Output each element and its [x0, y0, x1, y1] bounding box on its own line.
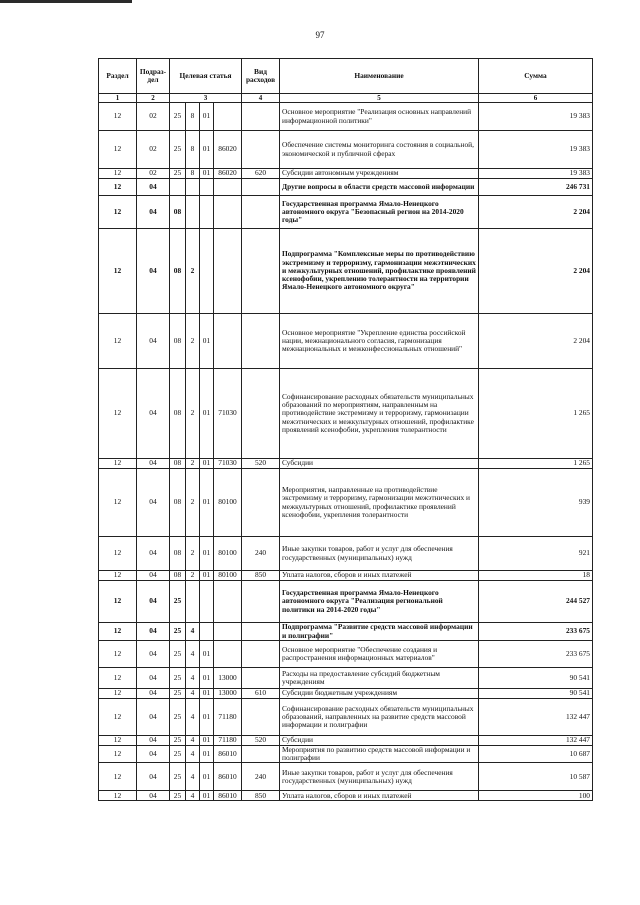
cell-name: Уплата налогов, сборов и иных платежей [280, 571, 479, 581]
cell-v [242, 746, 280, 763]
cell-p: 04 [137, 537, 170, 571]
cell-v: 240 [242, 763, 280, 791]
header-name: Наименование [280, 59, 479, 94]
cell-sum: 90 541 [479, 689, 593, 699]
cell-sum: 19 383 [479, 169, 593, 179]
cell-name: Иные закупки товаров, работ и услуг для обеспечения государственных (муниципальных) нужд [280, 763, 479, 791]
cell-b [186, 196, 200, 229]
cell-name: Софинансирование расходных обязательств муниципальных образований, направленных на развитие средств массовой информации и полиграфии [280, 699, 479, 736]
cell-v: 620 [242, 169, 280, 179]
cell-v: 520 [242, 459, 280, 469]
column-number: 3 [170, 94, 242, 103]
cell-p: 04 [137, 459, 170, 469]
cell-a: 25 [170, 623, 186, 641]
cell-name: Государственная программа Ямало-Ненецкого автономного округа "Безопасный регион на 2014-2020 годы" [280, 196, 479, 229]
cell-c: 01 [200, 537, 214, 571]
cell-p: 02 [137, 131, 170, 169]
cell-sum: 10 687 [479, 746, 593, 763]
column-number: 4 [242, 94, 280, 103]
cell-p: 02 [137, 169, 170, 179]
cell-c: 01 [200, 369, 214, 459]
cell-a: 08 [170, 571, 186, 581]
cell-p: 04 [137, 229, 170, 314]
cell-v: 850 [242, 791, 280, 801]
cell-d: 13000 [214, 668, 242, 689]
cell-sum: 132 447 [479, 736, 593, 746]
table-row [99, 736, 593, 746]
cell-b: 2 [186, 314, 200, 369]
cell-p: 04 [137, 179, 170, 196]
table-row [99, 459, 593, 469]
cell-b [186, 179, 200, 196]
cell-name: Основное мероприятие "Реализация основных направлений информационной политики" [280, 103, 479, 131]
cell-r: 12 [99, 196, 137, 229]
cell-d: 13000 [214, 689, 242, 699]
cell-v [242, 668, 280, 689]
table-row [99, 314, 593, 369]
cell-v: 240 [242, 537, 280, 571]
table-row [99, 537, 593, 571]
cell-sum: 921 [479, 537, 593, 571]
column-number: 5 [280, 94, 479, 103]
cell-name: Расходы на предоставление субсидий бюджетным учреждениям [280, 668, 479, 689]
cell-b: 4 [186, 641, 200, 668]
cell-r: 12 [99, 179, 137, 196]
cell-r: 12 [99, 229, 137, 314]
cell-d [214, 229, 242, 314]
cell-sum: 246 731 [479, 179, 593, 196]
cell-sum: 132 447 [479, 699, 593, 736]
table-row [99, 103, 593, 131]
cell-sum: 233 675 [479, 623, 593, 641]
cell-b: 4 [186, 736, 200, 746]
cell-r: 12 [99, 469, 137, 537]
cell-p: 04 [137, 623, 170, 641]
column-number: 1 [99, 94, 137, 103]
cell-v: 610 [242, 689, 280, 699]
cell-a: 25 [170, 641, 186, 668]
table-row [99, 229, 593, 314]
cell-v [242, 623, 280, 641]
header-expense-type: Вид расходов [242, 59, 280, 94]
cell-sum: 2 204 [479, 196, 593, 229]
table-row [99, 169, 593, 179]
cell-v [242, 229, 280, 314]
cell-d: 80100 [214, 571, 242, 581]
cell-d: 71030 [214, 459, 242, 469]
cell-r: 12 [99, 699, 137, 736]
cell-r: 12 [99, 459, 137, 469]
cell-p: 04 [137, 469, 170, 537]
table-row [99, 623, 593, 641]
cell-name: Мероприятия по развитию средств массовой информации и полиграфии [280, 746, 479, 763]
cell-c: 01 [200, 736, 214, 746]
cell-r: 12 [99, 668, 137, 689]
table-row [99, 369, 593, 459]
table-row [99, 689, 593, 699]
cell-b: 2 [186, 469, 200, 537]
cell-r: 12 [99, 103, 137, 131]
cell-b: 4 [186, 746, 200, 763]
cell-d: 71180 [214, 736, 242, 746]
cell-d: 71180 [214, 699, 242, 736]
cell-name: Субсидии [280, 459, 479, 469]
cell-name: Подпрограмма "Комплексные меры по противодействию экстремизму и терроризму, гармонизации межэтнических и межкультурных отношений, профилактике проявлений ксенофобии, укреплению толерантности на территории Ямало-Ненецкого автономного округа" [280, 229, 479, 314]
header-amount: Сумма [479, 59, 593, 94]
cell-a: 25 [170, 763, 186, 791]
cell-c: 01 [200, 746, 214, 763]
cell-name: Иные закупки товаров, работ и услуг для обеспечения государственных (муниципальных) нужд [280, 537, 479, 571]
cell-p: 02 [137, 103, 170, 131]
cell-r: 12 [99, 763, 137, 791]
cell-b: 4 [186, 668, 200, 689]
cell-name: Государственная программа Ямало-Ненецкого автономного округа "Реализация региональной политики на 2014-2020 годы" [280, 581, 479, 623]
table-row [99, 581, 593, 623]
cell-a: 25 [170, 131, 186, 169]
cell-p: 04 [137, 581, 170, 623]
table-row [99, 196, 593, 229]
cell-a: 08 [170, 459, 186, 469]
cell-name: Другие вопросы в области средств массовой информации [280, 179, 479, 196]
cell-c [200, 581, 214, 623]
cell-name: Субсидии автономным учреждениям [280, 169, 479, 179]
header-target-article: Целевая статья [170, 59, 242, 94]
cell-b: 4 [186, 689, 200, 699]
cell-a [170, 179, 186, 196]
cell-sum: 19 383 [479, 131, 593, 169]
cell-d [214, 641, 242, 668]
cell-d [214, 623, 242, 641]
cell-r: 12 [99, 641, 137, 668]
cell-c: 01 [200, 689, 214, 699]
cell-d [214, 314, 242, 369]
cell-r: 12 [99, 369, 137, 459]
cell-p: 04 [137, 571, 170, 581]
page-number: 97 [315, 30, 325, 40]
cell-d: 80100 [214, 537, 242, 571]
cell-name: Основное мероприятие "Обеспечение создания и распространения информационных материалов" [280, 641, 479, 668]
cell-p: 04 [137, 689, 170, 699]
cell-a: 08 [170, 196, 186, 229]
cell-v [242, 469, 280, 537]
cell-p: 04 [137, 668, 170, 689]
cell-a: 08 [170, 314, 186, 369]
cell-v [242, 699, 280, 736]
header-row [99, 59, 593, 94]
cell-r: 12 [99, 571, 137, 581]
cell-p: 04 [137, 763, 170, 791]
cell-c: 01 [200, 571, 214, 581]
table-row [99, 469, 593, 537]
cell-r: 12 [99, 169, 137, 179]
cell-d [214, 581, 242, 623]
table-row [99, 179, 593, 196]
cell-a: 25 [170, 581, 186, 623]
cell-name: Софинансирование расходных обязательств муниципальных образований по мероприятиям, направленным на противодействие экстремизму и терроризму, гармонизации межэтнических и межкультурных отношений, профилактике проявлений ксенофобии, укрепления толерантности [280, 369, 479, 459]
cell-sum: 1 265 [479, 459, 593, 469]
cell-b: 4 [186, 623, 200, 641]
header-subsection: Подраз-дел [137, 59, 170, 94]
cell-p: 04 [137, 699, 170, 736]
cell-b: 8 [186, 169, 200, 179]
cell-c: 01 [200, 459, 214, 469]
cell-sum: 2 204 [479, 314, 593, 369]
cell-c: 01 [200, 469, 214, 537]
cell-d [214, 103, 242, 131]
cell-d: 71030 [214, 369, 242, 459]
cell-c [200, 179, 214, 196]
table-row [99, 131, 593, 169]
cell-d [214, 179, 242, 196]
cell-c: 01 [200, 314, 214, 369]
table-row [99, 641, 593, 668]
cell-d: 86020 [214, 169, 242, 179]
cell-r: 12 [99, 689, 137, 699]
cell-p: 04 [137, 196, 170, 229]
cell-c: 01 [200, 103, 214, 131]
table-row [99, 668, 593, 689]
cell-sum: 2 204 [479, 229, 593, 314]
table-body [99, 94, 593, 801]
cell-a: 25 [170, 689, 186, 699]
cell-a: 25 [170, 791, 186, 801]
scan-edge-mark [0, 0, 132, 3]
cell-v: 520 [242, 736, 280, 746]
cell-sum: 100 [479, 791, 593, 801]
cell-a: 25 [170, 103, 186, 131]
cell-c: 01 [200, 641, 214, 668]
cell-b: 4 [186, 791, 200, 801]
cell-r: 12 [99, 736, 137, 746]
column-number: 6 [479, 94, 593, 103]
cell-r: 12 [99, 791, 137, 801]
cell-b: 2 [186, 369, 200, 459]
cell-b: 2 [186, 537, 200, 571]
budget-table [98, 58, 593, 801]
cell-v: 850 [242, 571, 280, 581]
cell-c: 01 [200, 791, 214, 801]
cell-name: Основное мероприятие "Укрепление единства российской нации, межнационального согласия, гармонизация межнациональных и межконфессиональных отношений" [280, 314, 479, 369]
cell-name: Мероприятия, направленные на противодействие экстремизму и терроризму, гармонизации межэтнических и межкультурных отношений, профилактике проявлений ксенофобии, укрепления толерантности [280, 469, 479, 537]
cell-r: 12 [99, 623, 137, 641]
cell-a: 08 [170, 537, 186, 571]
table-row [99, 746, 593, 763]
cell-name: Подпрограмма "Развитие средств массовой информации и полиграфии" [280, 623, 479, 641]
cell-name: Субсидии бюджетным учреждениям [280, 689, 479, 699]
cell-v [242, 581, 280, 623]
cell-d: 86020 [214, 131, 242, 169]
cell-sum: 939 [479, 469, 593, 537]
table-row [99, 791, 593, 801]
cell-d [214, 196, 242, 229]
cell-a: 08 [170, 369, 186, 459]
cell-a: 25 [170, 699, 186, 736]
cell-c: 01 [200, 699, 214, 736]
cell-p: 04 [137, 736, 170, 746]
cell-sum: 1 265 [479, 369, 593, 459]
cell-sum: 19 383 [479, 103, 593, 131]
cell-v [242, 314, 280, 369]
cell-c [200, 229, 214, 314]
cell-d: 86010 [214, 763, 242, 791]
cell-name: Обеспечение системы мониторинга состояния в социальной, экономической и публичной сферах [280, 131, 479, 169]
cell-sum: 90 541 [479, 668, 593, 689]
cell-b: 4 [186, 763, 200, 791]
column-number-row [99, 94, 593, 103]
cell-a: 25 [170, 736, 186, 746]
cell-c: 01 [200, 668, 214, 689]
cell-sum: 10 587 [479, 763, 593, 791]
cell-a: 25 [170, 668, 186, 689]
cell-a: 08 [170, 469, 186, 537]
cell-v [242, 196, 280, 229]
cell-r: 12 [99, 746, 137, 763]
cell-v [242, 179, 280, 196]
cell-p: 04 [137, 314, 170, 369]
cell-r: 12 [99, 314, 137, 369]
cell-c [200, 623, 214, 641]
cell-c: 01 [200, 169, 214, 179]
cell-b: 2 [186, 229, 200, 314]
cell-b: 8 [186, 103, 200, 131]
cell-name: Субсидии [280, 736, 479, 746]
cell-c: 01 [200, 763, 214, 791]
cell-sum: 18 [479, 571, 593, 581]
cell-p: 04 [137, 746, 170, 763]
cell-r: 12 [99, 581, 137, 623]
cell-d: 86010 [214, 791, 242, 801]
cell-p: 04 [137, 369, 170, 459]
cell-b: 2 [186, 571, 200, 581]
table-row [99, 699, 593, 736]
cell-a: 25 [170, 746, 186, 763]
cell-v [242, 641, 280, 668]
cell-p: 04 [137, 641, 170, 668]
cell-b: 2 [186, 459, 200, 469]
cell-v [242, 131, 280, 169]
cell-sum: 233 675 [479, 641, 593, 668]
column-number: 2 [137, 94, 170, 103]
header-section: Раздел [99, 59, 137, 94]
cell-c [200, 196, 214, 229]
cell-v [242, 369, 280, 459]
cell-c: 01 [200, 131, 214, 169]
cell-a: 25 [170, 169, 186, 179]
cell-name: Уплата налогов, сборов и иных платежей [280, 791, 479, 801]
table-row [99, 763, 593, 791]
cell-a: 08 [170, 229, 186, 314]
cell-p: 04 [137, 791, 170, 801]
cell-d: 86010 [214, 746, 242, 763]
cell-d: 80100 [214, 469, 242, 537]
cell-b [186, 581, 200, 623]
cell-v [242, 103, 280, 131]
cell-r: 12 [99, 131, 137, 169]
cell-b: 4 [186, 699, 200, 736]
cell-b: 8 [186, 131, 200, 169]
table-row [99, 571, 593, 581]
cell-sum: 244 527 [479, 581, 593, 623]
cell-r: 12 [99, 537, 137, 571]
